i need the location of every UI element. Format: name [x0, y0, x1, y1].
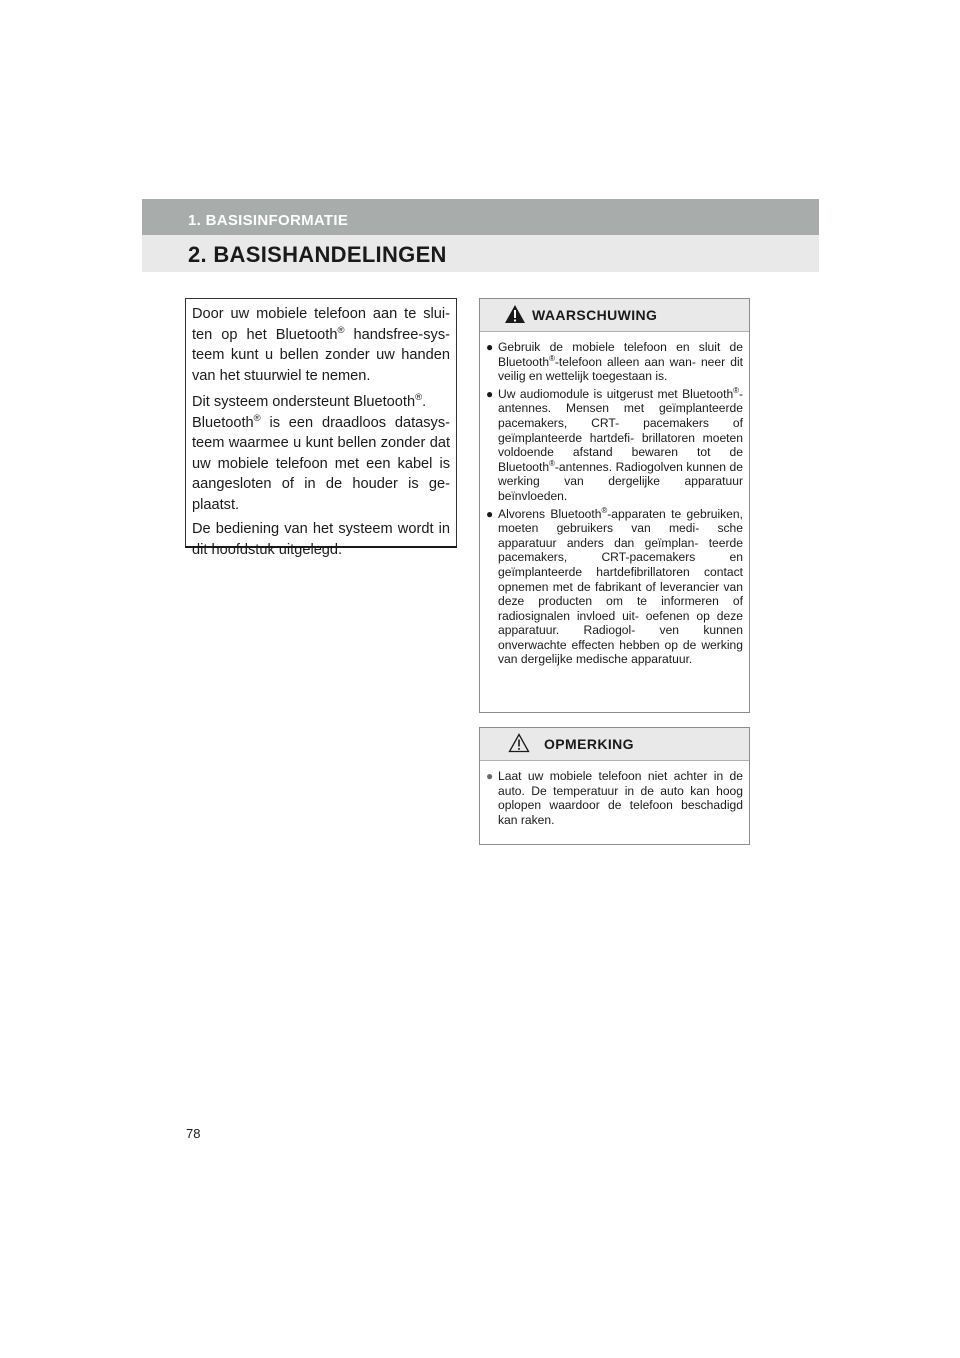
bullet-icon: ● — [486, 386, 494, 401]
intro-paragraph: Door uw mobiele telefoon aan te slui- ten op het Bluetooth® handsfree-sys- teem kunt u bellen zonder uw handen van het stuurwiel te nemen. — [192, 306, 451, 384]
note-item: ● Laat uw mobiele telefoon niet achter in de auto. De temperatuur in de auto kan hoog oplopen waardoor de telefoon beschadigd kan raken. — [486, 769, 743, 827]
note-title: OPMERKING — [544, 736, 634, 752]
page-title: 2. BASISHANDELINGEN — [188, 242, 447, 267]
warning-item: ● Alvorens Bluetooth®-apparaten te gebruiken, moeten gebruikers van medi- sche apparatuur anders dan geïmplan- teerde pacemakers, CRT-pacemakers en geïmplanteerde hartdefibrillatoren contact opnemen met de fabrikant of leverancier van deze producten om te informeren of radiosignalen invloed uit- oefenen op deze apparatuur. Radiogol- ven kunnen onverwachte effecten hebben op de werking van dergelijke medische apparatuur. — [486, 505, 743, 667]
section-header-bar — [142, 199, 819, 235]
intro-paragraph: Dit systeem ondersteunt Bluetooth®. Bluetooth® is een draadloos datasys- teem waarmee u kunt bellen zonder dat uw mobiele telefoon met een kabel is aangesloten of in de houder is ge- plaatst. — [192, 392, 450, 513]
warning-triangle-icon — [504, 304, 526, 324]
intro-box — [185, 298, 457, 558]
warning-title: WAARSCHUWING — [532, 307, 658, 323]
caution-triangle-icon — [508, 733, 530, 753]
intro-paragraph: De bediening van het systeem wordt in dit hoofdstuk uitgelegd. — [192, 521, 450, 558]
note-header — [480, 728, 749, 761]
warning-header — [480, 299, 749, 332]
bullet-icon: ● — [486, 506, 494, 521]
bullet-icon: ● — [486, 769, 494, 783]
bullet-icon: ● — [486, 340, 494, 354]
warning-box — [479, 298, 750, 713]
section-label: 1. BASISINFORMATIE — [188, 212, 349, 229]
page-title-bar — [142, 235, 819, 272]
note-box — [479, 727, 750, 845]
page-number: 78 — [186, 1126, 201, 1141]
warning-item: ● Uw audiomodule is uitgerust met Bluetooth®-antennes. Mensen met geïmplanteerde pacemakers, CRT- pacemakers of geïmplanteerde hartdefi- brillatoren moeten voldoende afstand bewaren tot de Bluetooth®-antennes. Radiogolven kunnen de werking van dergelijke apparatuur beïnvloeden. — [486, 385, 743, 503]
warning-item: ● Gebruik de mobiele telefoon en sluit de Bluetooth®-telefoon alleen aan wan- neer dit veilig en wettelijk toegestaan is. — [486, 340, 743, 384]
